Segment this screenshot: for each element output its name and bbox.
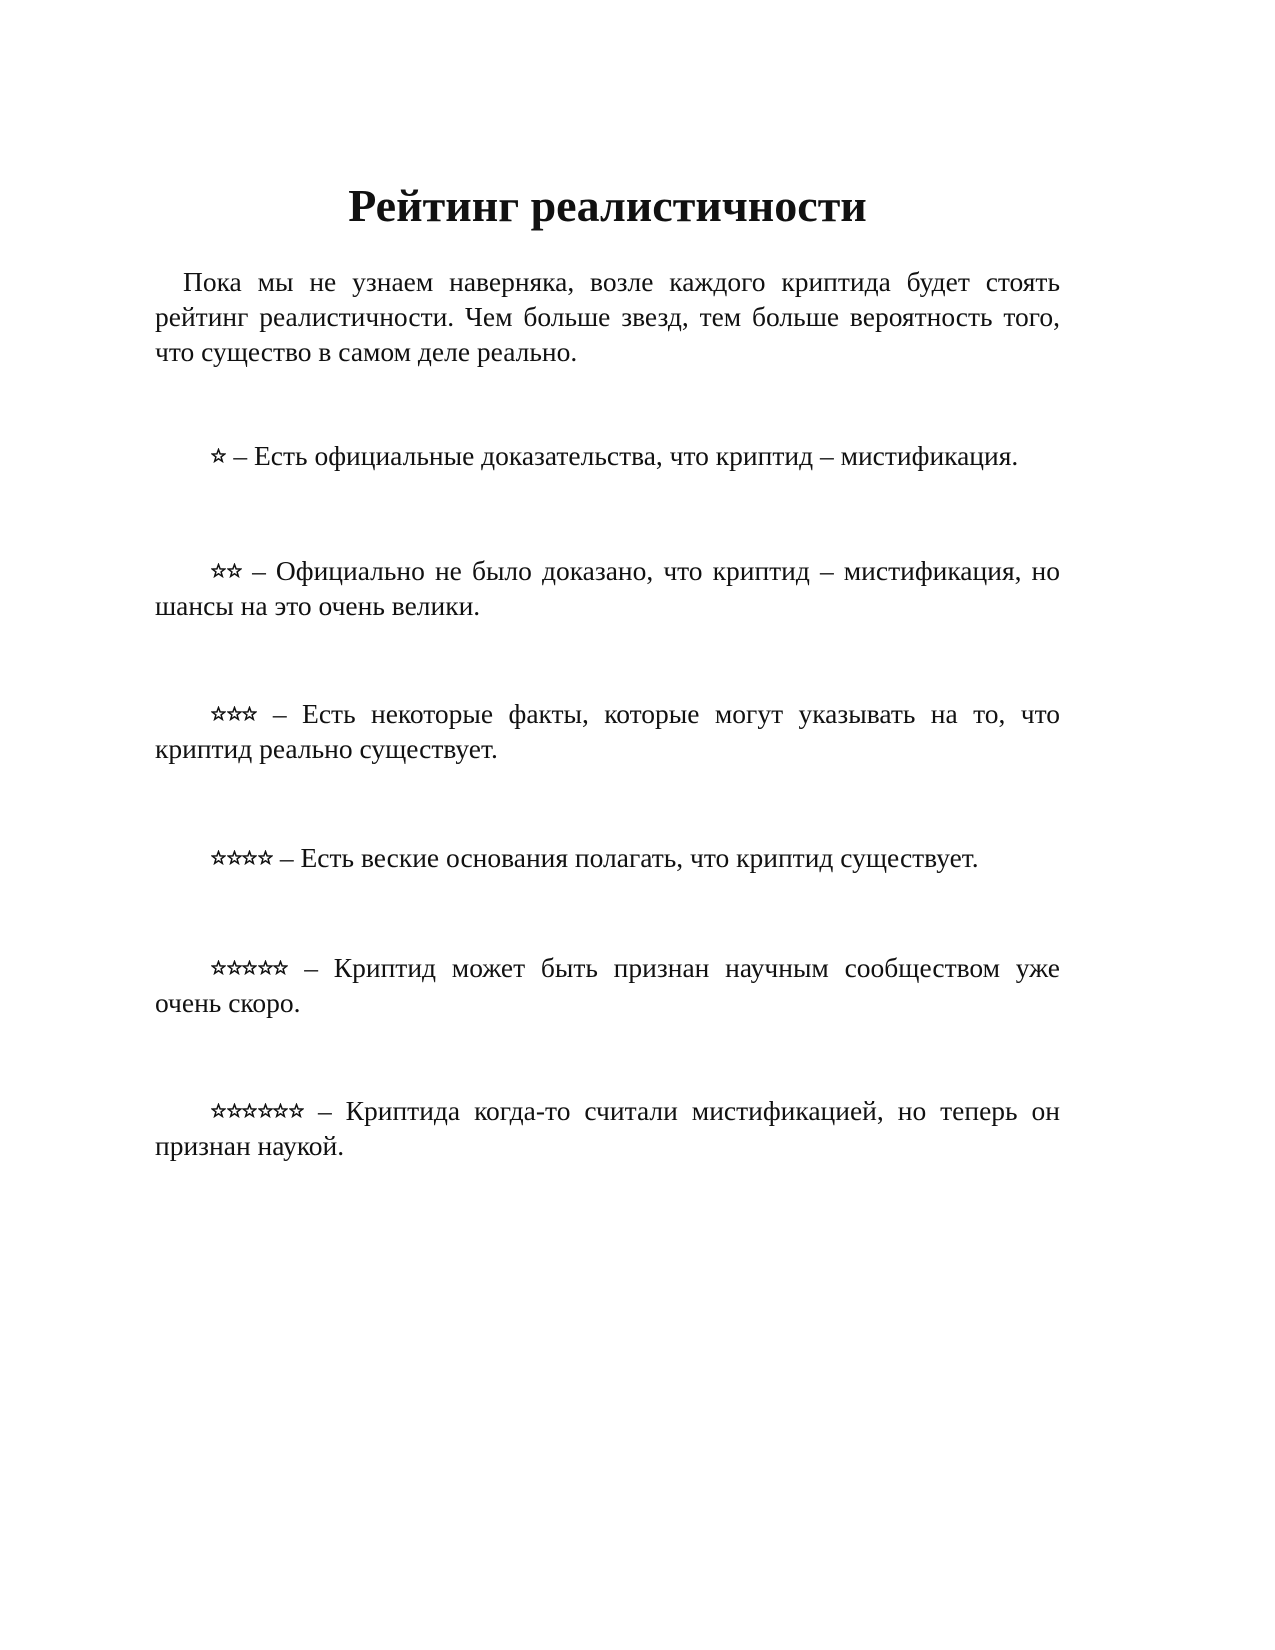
rating-text: – Криптида когда-то считали мистификацией, но теперь он признан наукой.	[155, 1095, 1060, 1161]
rating-entry	[155, 838, 1060, 875]
star-icon	[258, 960, 273, 975]
star-rating	[183, 694, 258, 729]
rating-entry	[155, 436, 1060, 473]
star-rating	[183, 436, 227, 471]
star-icon	[258, 850, 273, 865]
star-icon	[273, 1103, 288, 1118]
rating-text: – Есть веские основания полагать, что криптид существует.	[279, 842, 979, 873]
star-icon	[242, 960, 257, 975]
star-icon	[227, 563, 242, 578]
rating-text: – Есть официальные доказательства, что криптид – мистификация.	[233, 440, 1019, 471]
star-icon	[258, 1103, 273, 1118]
star-rating	[183, 948, 289, 983]
star-icon	[242, 850, 257, 865]
star-icon	[227, 960, 242, 975]
intro-paragraph: Пока мы не узнаем наверняка, возле каждого криптида будет стоять рейтинг реалистичности. Чем больше звезд, тем больше вероятность того, что существо в самом деле реально.	[155, 266, 1060, 367]
star-rating	[183, 1091, 304, 1126]
star-icon	[227, 1103, 242, 1118]
rating-entry	[155, 694, 1060, 766]
star-icon	[273, 960, 288, 975]
star-rating	[183, 551, 242, 586]
star-icon	[211, 1103, 226, 1118]
rating-entry	[155, 551, 1060, 623]
star-icon	[211, 706, 226, 721]
star-rating	[183, 838, 273, 873]
star-icon	[289, 1103, 304, 1118]
star-icon	[227, 850, 242, 865]
rating-text: – Официально не было доказано, что криптид – мистификация, но шансы на это очень велики.	[155, 555, 1061, 621]
star-icon	[211, 850, 226, 865]
rating-entry	[155, 1091, 1060, 1163]
star-icon	[211, 563, 226, 578]
rating-text: – Есть некоторые факты, которые могут указывать на то, что криптид реально существует.	[155, 698, 1061, 764]
star-icon	[211, 960, 226, 975]
star-icon	[242, 706, 257, 721]
page-title: Рейтинг реалистичности	[348, 180, 867, 231]
rating-text: – Криптид может быть признан научным сообществом уже очень скоро.	[155, 952, 1061, 1018]
rating-entry	[155, 948, 1060, 1020]
star-icon	[227, 706, 242, 721]
star-icon	[242, 1103, 257, 1118]
star-icon	[211, 448, 226, 463]
